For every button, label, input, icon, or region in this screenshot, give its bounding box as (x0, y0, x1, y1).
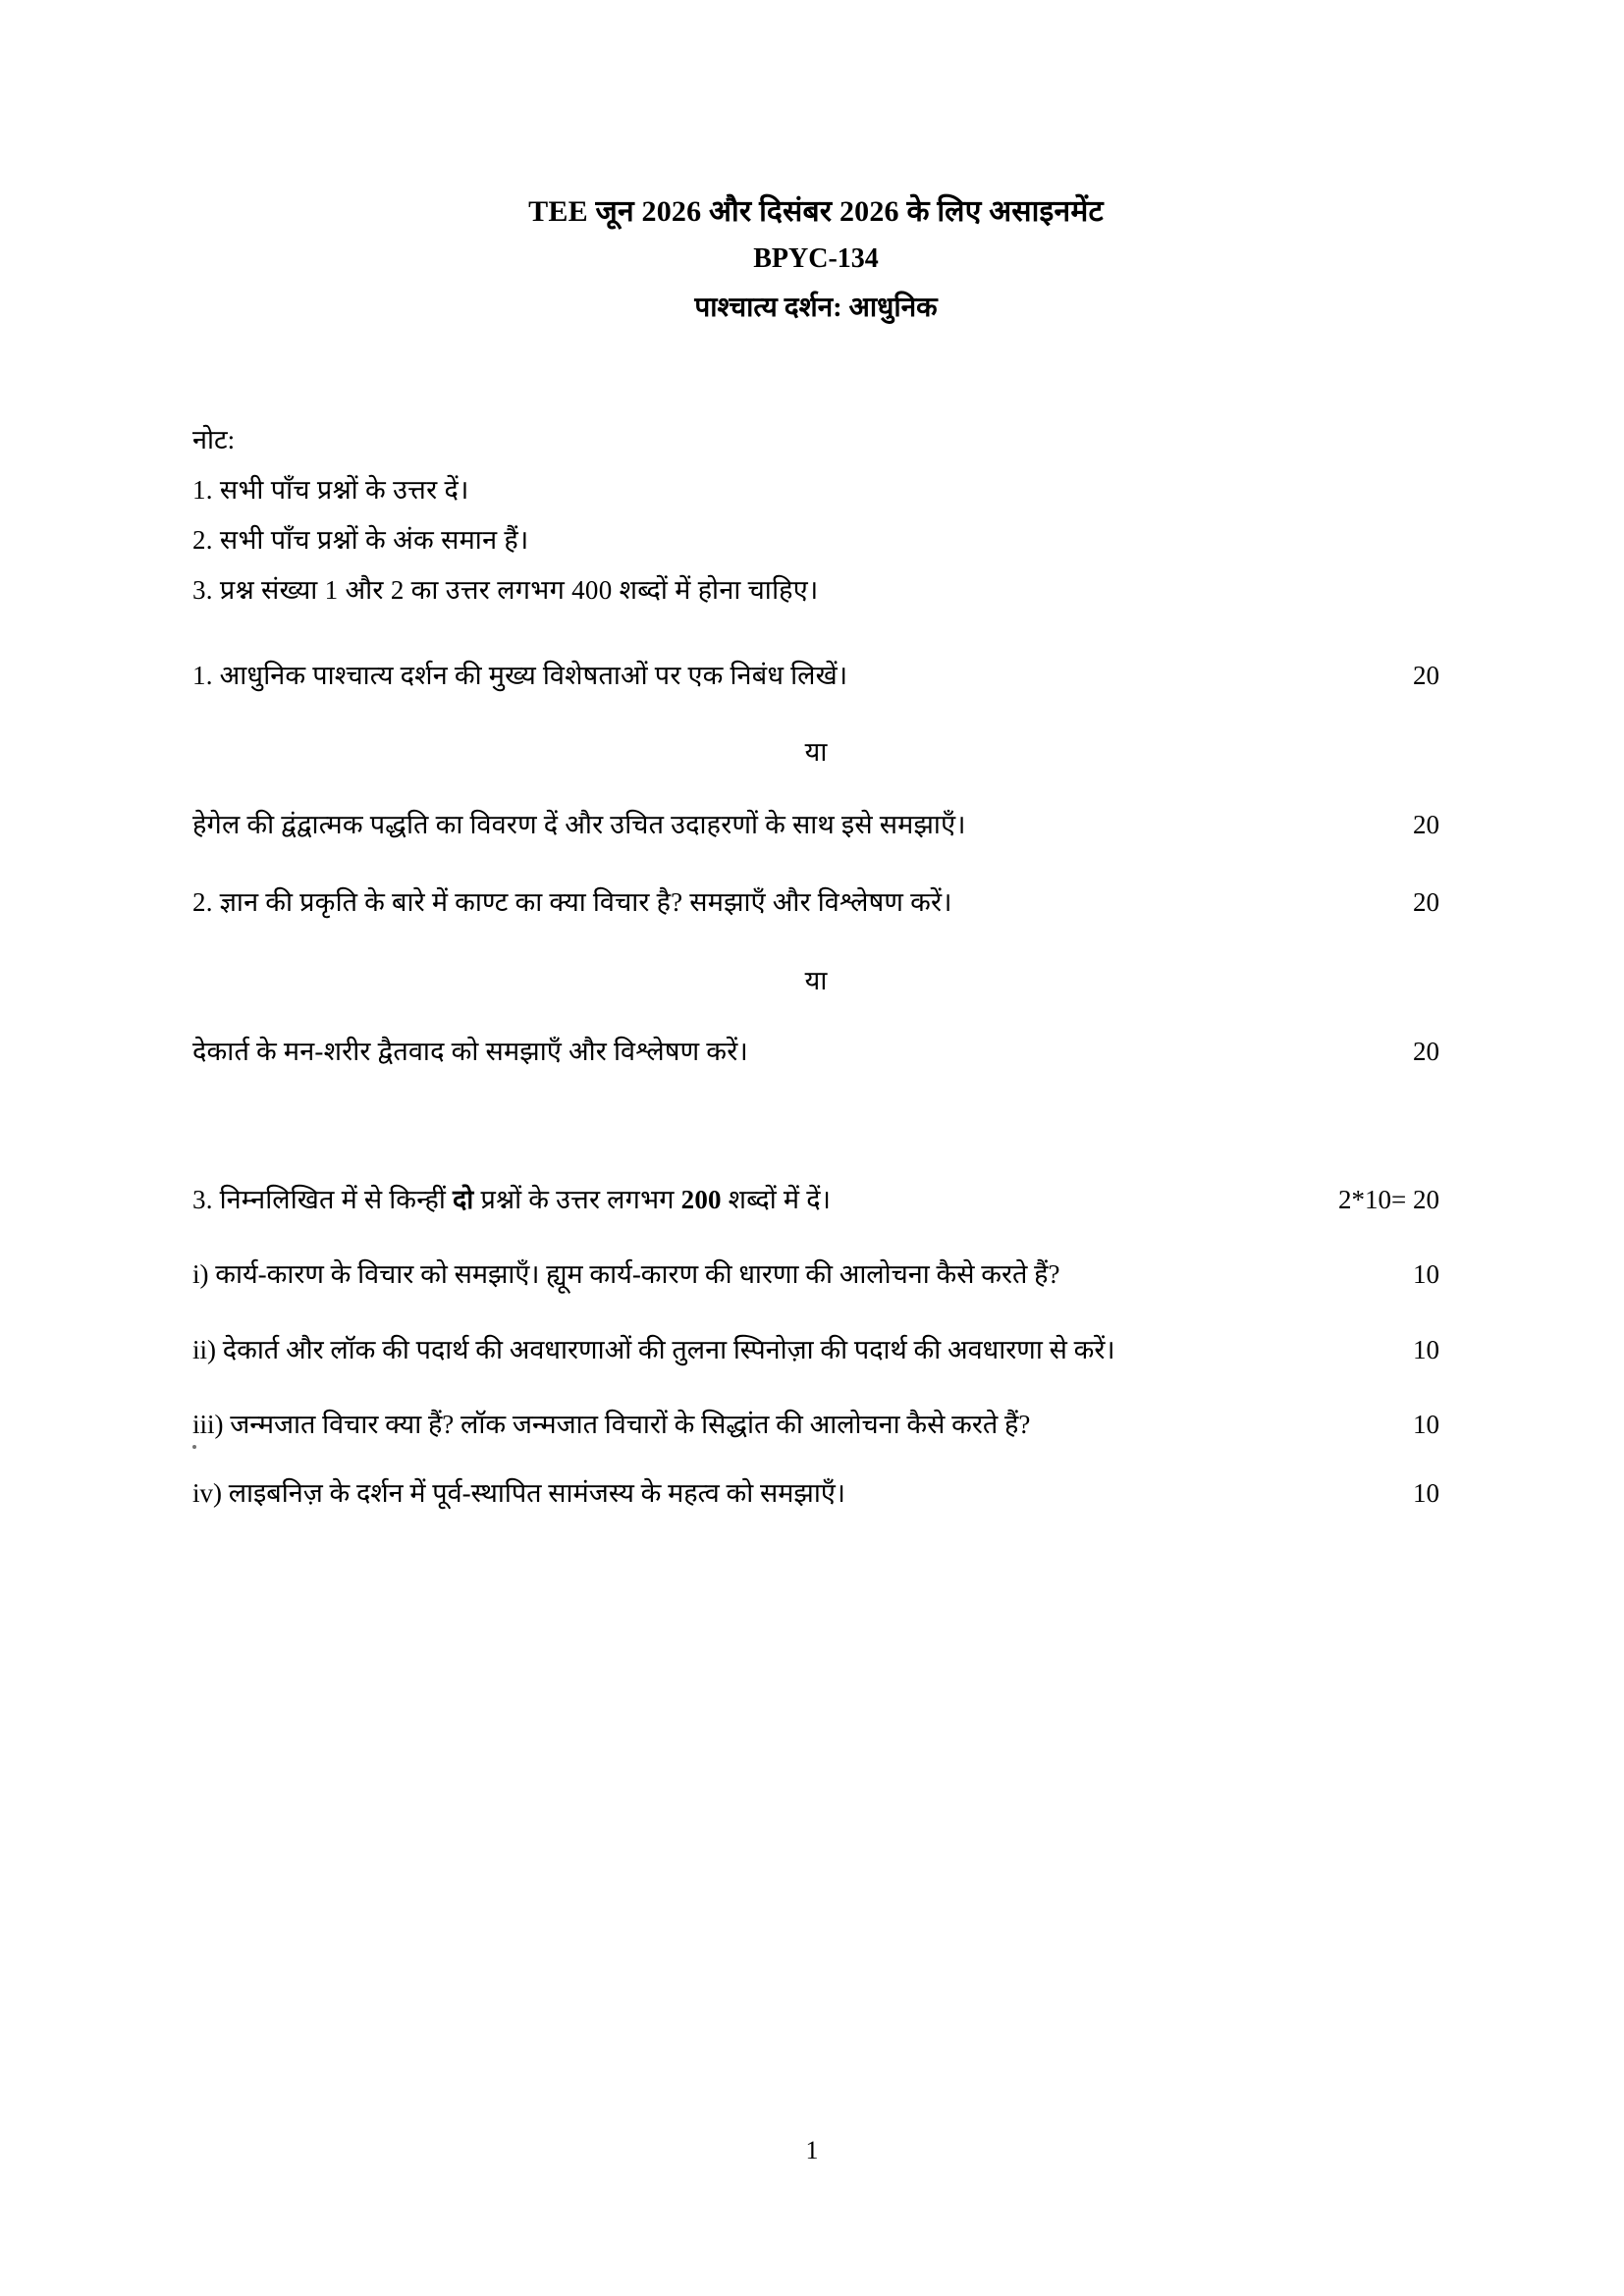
or-separator-2: या (804, 965, 828, 995)
question-1-row (192, 657, 1439, 695)
question-2-alt-row (192, 1033, 1439, 1071)
or-separator-1: या (804, 736, 828, 767)
question-1-block (192, 657, 1439, 1072)
page-number: 1 (805, 2136, 819, 2164)
question-2-text: 2. ज्ञान की प्रकृति के बारे में काण्ट का क्या विचार है? समझाएँ और विश्लेषण करें। (192, 886, 952, 917)
question-1-alt-text: हेगेल की द्वंद्वात्मक पद्धति का विवरण दें और उचित उदाहरणों के साथ इसे समझाएँ। (192, 809, 966, 839)
sub-question-ii-text: ii) देकार्त और लॉक की पदार्थ की अवधारणाओं की तुलना स्पिनोज़ा की पदार्थ की अवधारणा से करें। (192, 1334, 1115, 1364)
question-1-alt-row (192, 806, 1439, 844)
document-content (192, 0, 1439, 1513)
notes-block (192, 424, 1439, 605)
question-1-alt-marks: 20 (1413, 809, 1439, 839)
sub-question-ii-marks: 10 (1413, 1334, 1439, 1364)
question-3-middle: प्रश्नों के उत्तर लगभग (473, 1185, 681, 1215)
sub-question-iii (192, 1405, 1439, 1445)
note-item-1: 1. सभी पाँच प्रश्नों के उत्तर दें। (192, 474, 469, 505)
sub-question-i (192, 1255, 1439, 1295)
question-1-text: 1. आधुनिक पाश्चात्य दर्शन की मुख्य विशेषताओं पर एक निबंध लिखें। (192, 660, 848, 690)
sub-question-ii (192, 1330, 1439, 1370)
note-item-2: 2. सभी पाँच प्रश्नों के अंक समान हैं। (192, 524, 529, 555)
sub-question-iii-text: iii) जन्मजात विचार क्या हैं? लॉक जन्मजात विचारों के सिद्धांत की आलोचना कैसे करते हैं? (192, 1410, 1031, 1440)
question-3-bold-count: दो (452, 1185, 474, 1215)
sub-question-iv-marks: 10 (1413, 1477, 1439, 1508)
question-3-row (192, 1181, 1439, 1219)
question-3-suffix: शब्दों में दें। (721, 1185, 832, 1215)
question-2-alt-marks: 20 (1413, 1036, 1439, 1066)
assignment-title: TEE जून 2026 और दिसंबर 2026 के लिए असाइनमेंट (528, 195, 1104, 228)
question-3-block (192, 1181, 1439, 1513)
sub-question-iv (192, 1473, 1439, 1514)
question-2-marks: 20 (1413, 886, 1439, 917)
question-3-prefix: 3. निम्नलिखित में से किन्हीं (192, 1185, 453, 1215)
document-header (192, 192, 1439, 329)
question-3-bold-words: 200 (680, 1185, 722, 1215)
course-title: पाश्चात्य दर्शन: आधुनिक (694, 292, 938, 323)
question-1-marks: 20 (1413, 660, 1439, 690)
sub-question-iii-marks: 10 (1413, 1410, 1439, 1440)
notes-title: नोट: (192, 424, 236, 454)
question-2-alt-text: देकार्त के मन-शरीर द्वैतवाद को समझाएँ और विश्लेषण करें। (192, 1036, 748, 1066)
sub-question-i-marks: 10 (1413, 1259, 1439, 1290)
course-code: BPYC-134 (753, 242, 879, 274)
stray-dot-icon (192, 1445, 196, 1449)
question-3-marks: 2*10= 20 (1338, 1185, 1439, 1215)
note-item-3: 3. प्रश्न संख्या 1 और 2 का उत्तर लगभग 400 शब्दों में होना चाहिए। (192, 574, 819, 605)
sub-question-i-text: i) कार्य-कारण के विचार को समझाएँ। ह्यूम कार्य-कारण की धारणा की आलोचना कैसे करते हैं? (192, 1259, 1060, 1290)
question-2-row (192, 883, 1439, 922)
sub-question-iv-text: iv) लाइबनिज़ के दर्शन में पूर्व-स्थापित सामंजस्य के महत्व को समझाएँ। (192, 1477, 845, 1508)
question-3-text (192, 1181, 831, 1219)
